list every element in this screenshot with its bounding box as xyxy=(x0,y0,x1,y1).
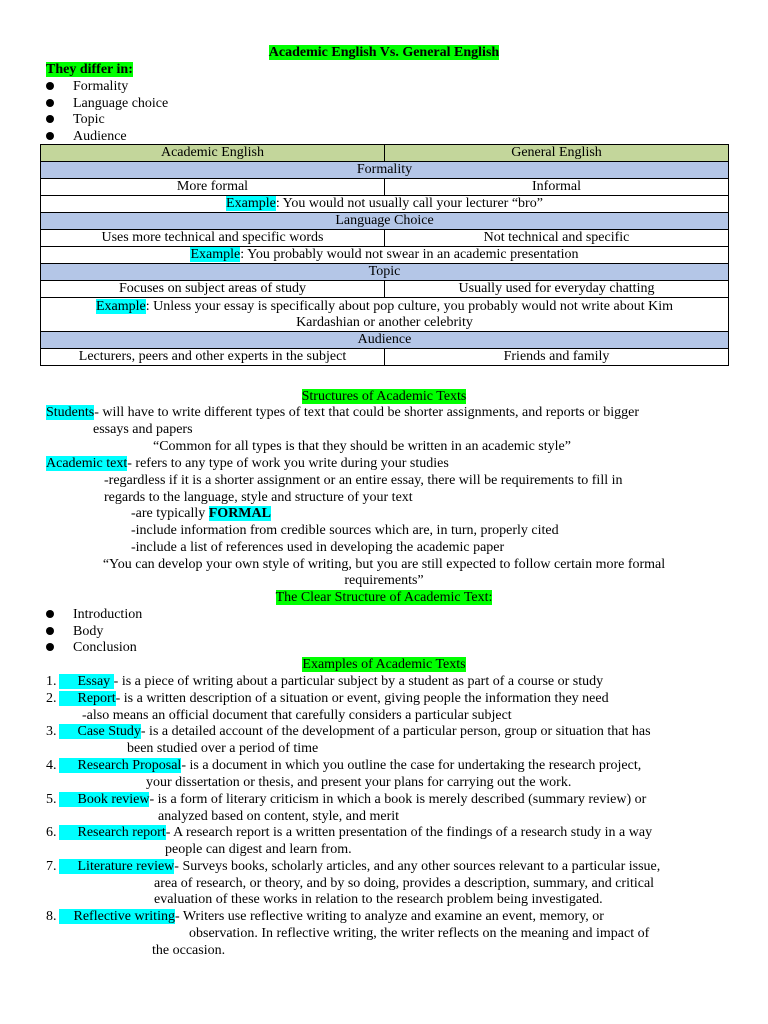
differ-item: Formality xyxy=(73,79,129,94)
table-row: Focuses on subject areas of study Usually used for everyday chatting xyxy=(41,281,729,298)
list-item: 8. Reflective writing- Writers use reflective writing to analyze and examine an event, memory, or xyxy=(46,909,604,924)
list-item-cont: -also means an official document that carefully considers a particular subject xyxy=(82,708,512,723)
term-label: Literature review xyxy=(59,859,175,874)
academic-text-line: Academic text- refers to any type of work you write during your studies xyxy=(46,456,449,471)
section-row-topic: Topic xyxy=(41,264,729,281)
term-label: Research report xyxy=(59,825,166,840)
example-label: Example xyxy=(190,247,241,262)
section-row-language: Language Choice xyxy=(41,213,729,230)
list-item: 6. Research report- A research report is a written presentation of the findings of a research study in a way xyxy=(46,825,653,840)
bullet-icon xyxy=(46,115,54,123)
term-label: Reflective writing xyxy=(59,909,175,924)
structure-item: Body xyxy=(73,624,104,639)
structures-heading: Structures of Academic Texts xyxy=(301,389,467,404)
term-label: Book review xyxy=(59,792,150,807)
list-item-cont: analyzed based on content, style, and merit xyxy=(158,809,400,824)
formal-highlight: FORMAL xyxy=(208,506,271,521)
list-item-cont: evaluation of these works in relation to the research problem being investigated. xyxy=(154,892,603,907)
example-row: Example: You would not usually call your lecturer “bro” xyxy=(41,196,729,213)
bullet-icon xyxy=(46,610,54,618)
regardless-line-cont: regards to the language, style and structure of your text xyxy=(104,490,413,505)
clear-structure-heading: The Clear Structure of Academic Text: xyxy=(275,590,493,605)
students-line-cont: essays and papers xyxy=(93,422,193,437)
title-text: Academic English Vs. General English xyxy=(268,45,500,60)
example-label: Example xyxy=(226,196,276,211)
section-row-audience: Audience xyxy=(41,332,729,349)
table-row: More formal Informal xyxy=(41,179,729,196)
list-item: 5. Book review- is a form of literary criticism in which a book is merely described (summary review) or xyxy=(46,792,647,807)
academic-text-label: Academic text xyxy=(46,456,128,471)
example-row: Example: You probably would not swear in an academic presentation xyxy=(41,247,729,264)
bullet-icon xyxy=(46,132,54,140)
bullet-icon xyxy=(46,99,54,107)
list-item-cont: your dissertation or thesis, and present your plans for carrying out the work. xyxy=(146,775,572,790)
structure-item: Introduction xyxy=(73,607,143,622)
list-item-cont: people can digest and learn from. xyxy=(165,842,352,857)
term-label: Research Proposal xyxy=(59,758,182,773)
typically-line: -are typically FORMAL xyxy=(131,506,271,521)
style-quote-cont: requirements” xyxy=(344,573,424,588)
table-row: Uses more technical and specific words Not technical and specific xyxy=(41,230,729,247)
section-row-formality: Formality xyxy=(41,162,729,179)
common-quote: “Common for all types is that they should be written in an academic style” xyxy=(153,439,571,454)
examples-heading: Examples of Academic Texts xyxy=(302,657,466,672)
bullet-icon xyxy=(46,643,54,651)
students-line: Students- will have to write different types of text that could be shorter assignments, and reports or bigger xyxy=(46,405,640,420)
list-item: 7. Literature review- Surveys books, scholarly articles, and any other sources relevant to a particular issue, xyxy=(46,859,661,874)
bullet-icon xyxy=(46,82,54,90)
list-item: 4. Research Proposal- is a document in which you outline the case for undertaking the research project, xyxy=(46,758,642,773)
term-label: Case Study xyxy=(59,724,141,739)
differ-heading: They differ in: xyxy=(46,62,133,77)
example-label: Example xyxy=(95,298,146,314)
list-item-cont: area of research, or theory, and by so doing, provides a description, summary, and critical xyxy=(154,876,655,891)
differ-item: Language choice xyxy=(73,96,169,111)
structure-item: Conclusion xyxy=(73,640,137,655)
differ-item: Topic xyxy=(73,112,105,127)
table-row: Lecturers, peers and other experts in the subject Friends and family xyxy=(41,349,729,366)
col-general: General English xyxy=(385,145,729,162)
list-item-cont: been studied over a period of time xyxy=(127,741,319,756)
example-row: Example: Unless your essay is specifically about pop culture, you probably would not write about Kim Kardashian or another celebrity xyxy=(41,298,729,332)
regardless-line: -regardless if it is a shorter assignment or an entire essay, there will be requirements to fill in xyxy=(104,473,623,488)
include-info-line: -include information from credible sources which are, in turn, properly cited xyxy=(131,523,559,538)
term-label: Essay xyxy=(59,674,114,689)
include-refs-line: -include a list of references used in developing the academic paper xyxy=(131,540,505,555)
list-item: 2. Report- is a written description of a situation or event, giving people the information they need xyxy=(46,691,609,706)
term-label: Report xyxy=(59,691,116,706)
col-academic: Academic English xyxy=(41,145,385,162)
bullet-icon xyxy=(46,627,54,635)
page-title xyxy=(0,44,768,61)
differ-item: Audience xyxy=(73,129,127,144)
style-quote: “You can develop your own style of writing, but you are still expected to follow certain more formal xyxy=(102,557,666,572)
list-item-cont: observation. In reflective writing, the writer reflects on the meaning and impact of xyxy=(189,926,650,941)
list-item-cont: the occasion. xyxy=(152,943,226,958)
list-item: 1. Essay - is a piece of writing about a particular subject by a student as part of a course or study xyxy=(46,674,604,689)
list-item: 3. Case Study- is a detailed account of the development of a particular person, group or situation that has xyxy=(46,724,651,739)
table-header-row xyxy=(41,145,729,162)
comparison-table xyxy=(40,144,729,366)
students-label: Students xyxy=(46,405,95,420)
